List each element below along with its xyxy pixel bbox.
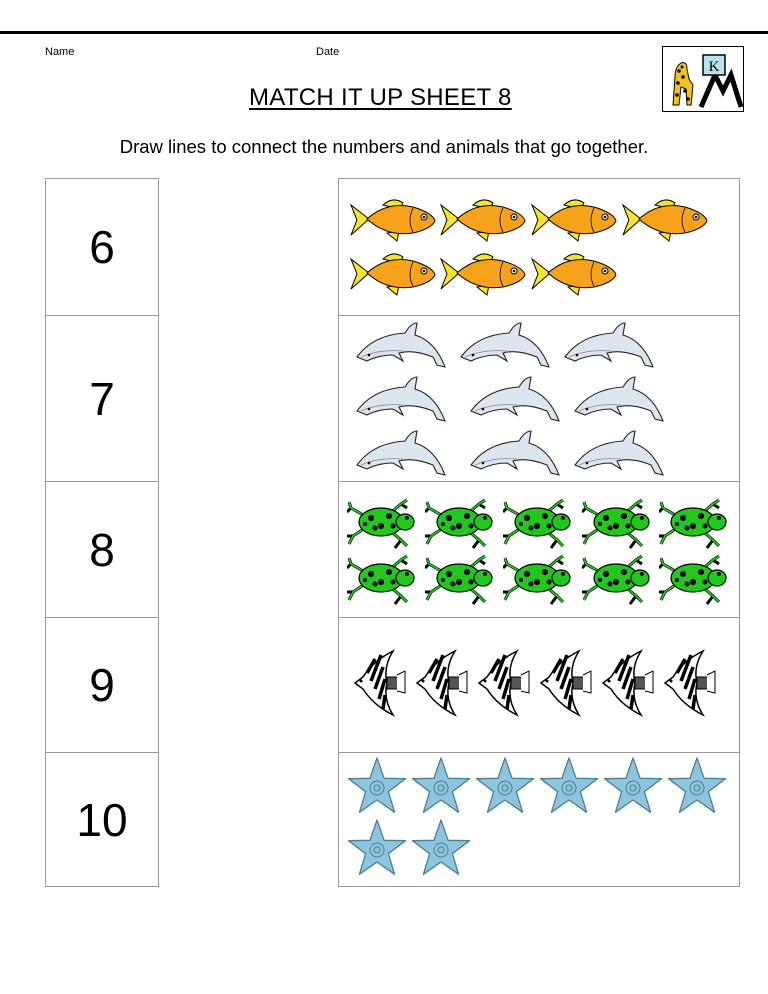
number-cell[interactable]: 8: [89, 524, 115, 576]
starfish-icon: [665, 754, 729, 825]
dolphin-icon: [353, 375, 449, 430]
angelfish-icon: [415, 647, 469, 724]
goldfish-icon: [347, 251, 437, 302]
top-rule: [0, 31, 768, 34]
starfish-icon: [409, 816, 473, 887]
animals-column: [338, 178, 740, 887]
number-cell[interactable]: 10: [76, 793, 128, 846]
instructions: Draw lines to connect the numbers and animals that go together.: [119, 136, 649, 157]
goldfish-icon: [347, 197, 437, 248]
dolphin-icon: [561, 321, 657, 376]
goldfish-icon: [437, 251, 527, 302]
dolphin-icon: [571, 375, 667, 430]
dolphin-icon: [353, 321, 449, 376]
angelfish-icon: [353, 647, 407, 724]
starfish-icon: [345, 754, 409, 825]
frog-icon: [659, 550, 729, 611]
name-label: Name: [45, 46, 75, 58]
frog-icon: [425, 550, 495, 611]
divider: [339, 315, 739, 316]
number-cell[interactable]: 6: [89, 221, 115, 273]
frog-icon: [425, 494, 495, 555]
frog-icon: [659, 494, 729, 555]
starfish-icon: [345, 816, 409, 887]
angelfish-icon: [663, 647, 717, 724]
logo: [662, 46, 744, 112]
goldfish-icon: [528, 197, 618, 248]
angelfish-icon: [601, 647, 655, 724]
dolphin-icon: [571, 429, 667, 484]
dolphin-icon: [353, 429, 449, 484]
starfish-icon: [601, 754, 665, 825]
number-cell[interactable]: 9: [89, 659, 115, 711]
dolphin-icon: [467, 375, 563, 430]
goldfish-icon: [619, 197, 709, 248]
logo-letter: K: [708, 59, 720, 75]
starfish-icon: [537, 754, 601, 825]
angelfish-icon: [539, 647, 593, 724]
frog-icon: [347, 494, 417, 555]
dolphin-icon: [457, 321, 553, 376]
angelfish-icon: [477, 647, 531, 724]
frog-icon: [503, 550, 573, 611]
number-cell[interactable]: 7: [89, 372, 115, 425]
frog-icon: [503, 494, 573, 555]
numbers-column: [45, 178, 159, 887]
starfish-icon: [473, 754, 537, 825]
dolphin-icon: [467, 429, 563, 484]
page-title: MATCH IT UP SHEET 8: [249, 84, 512, 111]
goldfish-icon: [528, 251, 618, 302]
date-label: Date: [316, 46, 340, 58]
frog-icon: [582, 550, 652, 611]
frog-icon: [582, 494, 652, 555]
starfish-icon: [409, 754, 473, 825]
goldfish-icon: [437, 197, 527, 248]
frog-icon: [347, 550, 417, 611]
divider: [339, 752, 739, 753]
divider: [339, 617, 739, 618]
